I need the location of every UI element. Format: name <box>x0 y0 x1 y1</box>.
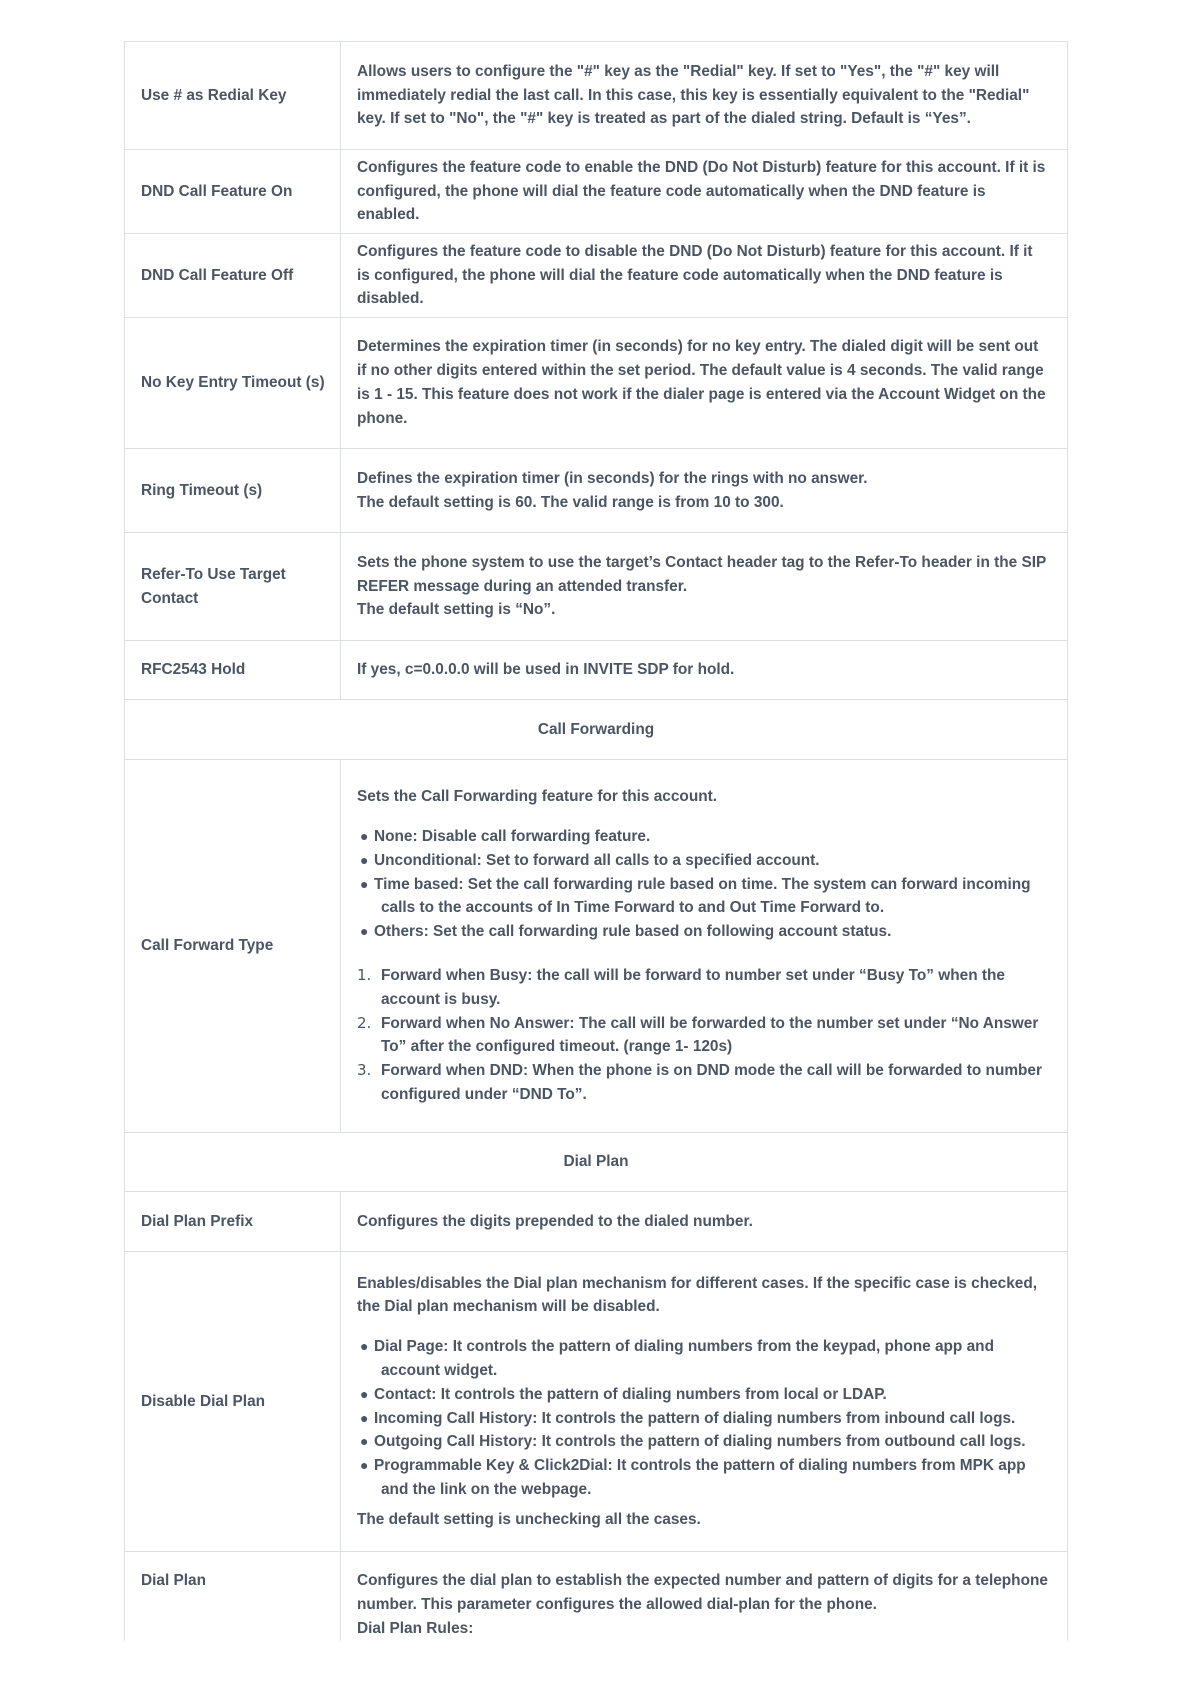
param-description <box>341 760 1068 1133</box>
param-name: Dial Plan <box>125 1552 341 1642</box>
param-description: If yes, c=0.0.0.0 will be used in INVITE SDP for hold. <box>341 641 1068 700</box>
param-name: No Key Entry Timeout (s) <box>125 318 341 449</box>
table-row <box>125 760 1068 1133</box>
parameters-table <box>124 41 1068 1641</box>
param-description: Configures the feature code to enable the DND (Do Not Disturb) feature for this account. If it is configured, the phone will dial the feature code automatically when the DND feature is enabled. <box>341 150 1068 234</box>
bullet-icon: ● <box>360 1409 369 1426</box>
param-description: Allows users to configure the "#" key as the "Redial" key. If set to "Yes", the "#" key will immediately redial the last call. In this case, this key is essentially equivalent to the "Redial" key. If set to "No", the "#" key is treated as part of the dialed string. Default is “Yes”. <box>341 42 1068 150</box>
bullet-icon: ● <box>360 1385 369 1402</box>
param-description <box>341 533 1068 641</box>
bullet-icon: ● <box>360 875 369 892</box>
desc-intro: Sets the Call Forwarding feature for this account. <box>357 788 718 806</box>
desc-line: Dial Plan Rules: <box>357 1619 474 1637</box>
table-row <box>125 641 1068 700</box>
table-row <box>125 1192 1068 1252</box>
desc-line: Sets the phone system to use the target’s Contact header tag to the Refer-To header in the SIP REFER message during an attended transfer. <box>357 553 1047 595</box>
param-description: Determines the expiration timer (in seconds) for no key entry. The dialed digit will be sent out if no other digits entered within the set period. The default value is 4 seconds. The valid range is 1 - 15. This feature does not work if the dialer page is entered via the Account Widget on the phone. <box>341 318 1068 449</box>
table-row <box>125 150 1068 234</box>
param-description: Configures the digits prepended to the dialed number. <box>341 1192 1068 1252</box>
param-name: Refer-To Use Target Contact <box>125 533 341 641</box>
desc-line: The default setting is 60. The valid range is from 10 to 300. <box>357 493 784 511</box>
list-item: ● None: Disable call forwarding feature. <box>357 825 1049 849</box>
forward-conditions-list <box>357 964 1049 1107</box>
param-name: Dial Plan Prefix <box>125 1192 341 1252</box>
bullet-icon: ● <box>360 1433 369 1450</box>
list-item: ● Outgoing Call History: It controls the pattern of dialing numbers from outbound call logs. <box>357 1430 1049 1454</box>
table-row <box>125 449 1068 533</box>
param-name: Disable Dial Plan <box>125 1252 341 1552</box>
desc-line: Configures the dial plan to establish the expected number and pattern of digits for a telephone number. This parameter configures the allowed dial-plan for the phone. <box>357 1572 1048 1613</box>
section-row <box>125 1133 1068 1192</box>
table-row <box>125 318 1068 449</box>
table-row <box>125 1252 1068 1552</box>
desc-outro: The default setting is unchecking all the cases. <box>357 1510 701 1528</box>
list-item: 2. Forward when No Answer: The call will be forwarded to the number set under “No Answer To” after the configured timeout. (range 1- 120s) <box>357 1013 1039 1056</box>
list-item: ● Programmable Key & Click2Dial: It controls the pattern of dialing numbers from MPK app and the link on the webpage. <box>357 1454 1049 1502</box>
table-row <box>125 234 1068 318</box>
desc-line: The default setting is “No”. <box>357 601 556 619</box>
list-item: ● Time based: Set the call forwarding rule based on time. The system can forward incoming calls to the accounts of In Time Forward to and Out Time Forward to. <box>357 873 1049 921</box>
desc-intro: Enables/disables the Dial plan mechanism for different cases. If the specific case is checked, the Dial plan mechanism will be disabled. <box>357 1274 1038 1316</box>
bullet-icon: ● <box>360 1338 369 1355</box>
section-title-call-forwarding: Call Forwarding <box>125 700 1068 760</box>
section-row <box>125 700 1068 760</box>
list-item: ● Incoming Call History: It controls the pattern of dialing numbers from inbound call logs. <box>357 1407 1049 1431</box>
param-name: DND Call Feature Off <box>125 234 341 318</box>
dial-plan-cases-list <box>357 1335 1049 1502</box>
list-item: ● Others: Set the call forwarding rule based on following account status. <box>357 920 1049 944</box>
bullet-icon: ● <box>360 1457 369 1474</box>
param-name: Call Forward Type <box>125 760 341 1133</box>
param-description <box>341 1552 1068 1642</box>
bullet-icon: ● <box>360 851 369 868</box>
list-item: ● Contact: It controls the pattern of dialing numbers from local or LDAP. <box>357 1383 1049 1407</box>
param-name: Use # as Redial Key <box>125 42 341 150</box>
param-description <box>341 449 1068 533</box>
table-row <box>125 533 1068 641</box>
list-item: 1. Forward when Busy: the call will be forward to number set under “Busy To” when the account is busy. <box>357 966 1005 1008</box>
bullet-icon: ● <box>360 828 369 845</box>
forward-options-list <box>357 825 1049 944</box>
list-item: ● Dial Page: It controls the pattern of dialing numbers from the keypad, phone app and account widget. <box>357 1335 1049 1383</box>
param-name: DND Call Feature On <box>125 150 341 234</box>
list-item: 3. Forward when DND: When the phone is on DND mode the call will be forwarded to number configured under “DND To”. <box>357 1061 1042 1103</box>
desc-line: Defines the expiration timer (in seconds) for the rings with no answer. <box>357 469 868 487</box>
table-row <box>125 42 1068 150</box>
section-title-dial-plan: Dial Plan <box>125 1133 1068 1192</box>
param-description <box>341 1252 1068 1552</box>
list-item: ● Unconditional: Set to forward all calls to a specified account. <box>357 849 1049 873</box>
param-description: Configures the feature code to disable the DND (Do Not Disturb) feature for this account. If it is configured, the phone will dial the feature code automatically when the DND feature is disabled. <box>341 234 1068 318</box>
param-name: RFC2543 Hold <box>125 641 341 700</box>
table-row <box>125 1552 1068 1642</box>
bullet-icon: ● <box>360 923 369 940</box>
document-page <box>124 41 1068 1641</box>
param-name: Ring Timeout (s) <box>125 449 341 533</box>
